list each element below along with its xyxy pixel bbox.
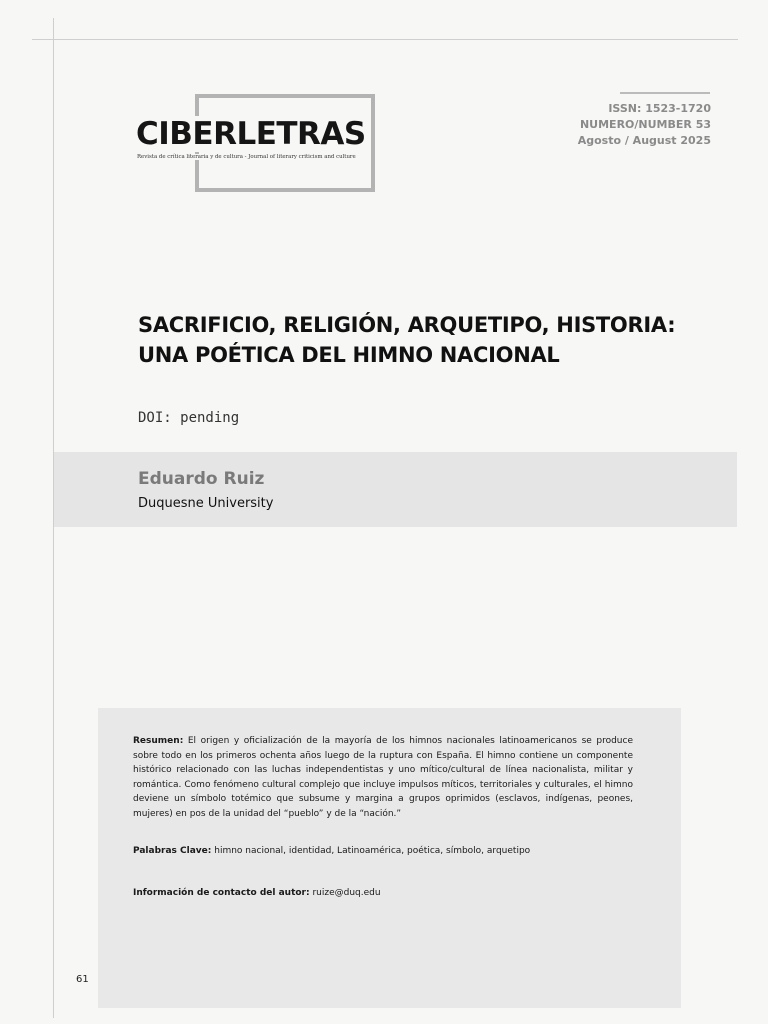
issue-number: NUMERO/NUMBER 53 [579,118,711,131]
keywords [133,846,653,856]
contact-label: Información de contacto del autor: [133,888,310,898]
doi: DOI: pending [138,410,240,426]
page-number: 61 [76,974,89,985]
contact-email[interactable]: ruize@duq.edu [312,888,381,898]
abstract-text: El origen y oficialización de la mayoría de los himnos nacionales latinoamericanos se produce sobre todo en los primeros ochenta años luego de la ruptura con España. El himno contiene un componente histórico relacionado con las luchas independentistas y uno mítico/cultural de línea nacionalista, militar y romántica. Como fenómeno cultural complejo que incluye impulsos míticos, territoriales y culturales, el himno deviene un símbolo totémico que subsume y margina a grupos oprimidos (esclavos, indígenas, peones, mujeres) en pos de la unidad del “pueblo” y de la “nación.” [133,736,633,819]
top-rule [32,39,738,40]
author-contact [133,888,653,898]
meta-rule [620,92,710,94]
author-band [54,452,737,527]
article-title [138,310,718,370]
journal-name: CIBERLETRAS [136,116,370,152]
author-name: Eduardo Ruiz [138,469,265,489]
issue-date: Agosto / August 2025 [577,134,711,147]
title-line-1: SACRIFICIO, RELIGIÓN, ARQUETIPO, HISTORIA: [138,313,676,337]
journal-logo [136,94,376,192]
title-line-2: UNA POÉTICA DEL HIMNO NACIONAL [138,343,560,367]
issn: ISSN: 1523-1720 [608,102,711,115]
abstract [133,734,633,821]
keywords-text: himno nacional, identidad, Latinoamérica, poética, símbolo, arquetipo [214,846,531,856]
journal-meta [578,101,711,149]
keywords-label: Palabras Clave: [133,846,212,856]
abstract-label: Resumen: [133,736,184,746]
journal-tagline: Revista de crítica literaria y de cultura - Journal of literary criticism and culture [137,154,356,160]
author-affiliation: Duquesne University [138,496,274,511]
